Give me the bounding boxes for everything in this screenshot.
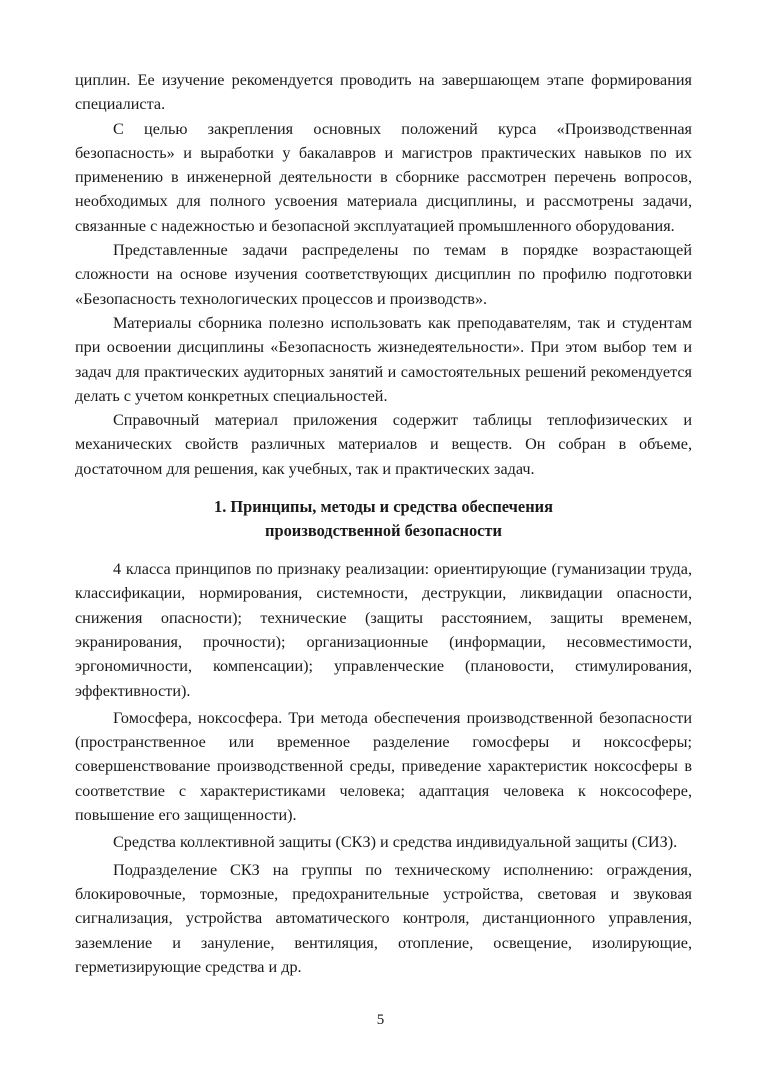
page-body (75, 68, 692, 979)
section-heading-line-1: 1. Принципы, методы и средства обеспечения (214, 497, 553, 517)
paragraph: Справочный материал приложения содержит таблицы теплофизических и механических свойств различных материалов и веществ. Он собран в объеме, достаточном для решения, как учебных, так и практических задач. (75, 411, 692, 478)
paragraph: Представленные задачи распределены по темам в порядке возрастающей сложности на основе изучения соответствующих дисциплин по профилю подготовки «Безопасность технологических процессов и производств». (75, 241, 692, 308)
page-number: 5 (376, 1012, 385, 1028)
paragraph: Материалы сборника полезно использовать как преподавателям, так и студентам при освоении дисциплины «Безопасность жизнедеятельности». При этом выбор тем и задач для практических аудиторных занятий и самостоятельных решений рекомендуется делать с учетом конкретных специальностей. (75, 313, 692, 405)
paragraph: Гомосфера, ноксосфера. Три метода обеспечения производственной безопасности (пространственное или временное разделение гомосферы и ноксосферы; совершенствование производственной среды, приведение характеристик ноксосферы в соответствие с характеристиками человека; адаптация человека к ноксософере, повышение его защищенности). (75, 708, 692, 825)
paragraph: циплин. Ее изучение рекомендуется проводить на завершающем этапе формирования специалиста. (75, 71, 692, 114)
paragraph: 4 класса принципов по признаку реализации: ориентирующие (гуманизации труда, классификации, нормирования, системности, деструкции, ликвидации опасности, снижения опасности); технические (защиты расстоянием, защиты временем, экранирования, прочности); организационные (информации, несовместимости, эргономичности, компенсации); управленческие (плановости, стимулирования, эффективности). (75, 560, 692, 700)
paragraph: Средства коллективной защиты (СКЗ) и средства индивидуальной защиты (СИЗ). (113, 833, 678, 852)
paragraph: С целью закрепления основных положений курса «Производственная безопасность» и выработки у бакалавров и магистров практических навыков по их применению в инженерной деятельности в сборнике рассмотрен перечень вопросов, необходимых для полного усвоения материала дисциплины, и рассмотрены задачи, связанные с надежностью и безопасной эксплуатацией промышленного оборудования. (75, 119, 692, 235)
section-heading-line-2: производственной безопасности (265, 521, 502, 541)
section-heading (75, 495, 692, 543)
paragraph: Подразделение СКЗ на группы по техническому исполнению: ограждения, блокировочные, тормозные, предохранительные устройства, световая и звуковая сигнализация, устройства автоматического контроля, дистанционного управления, заземление и зануление, вентиляция, отопление, освещение, изолирующие, герметизирующие средства и др. (75, 860, 692, 976)
